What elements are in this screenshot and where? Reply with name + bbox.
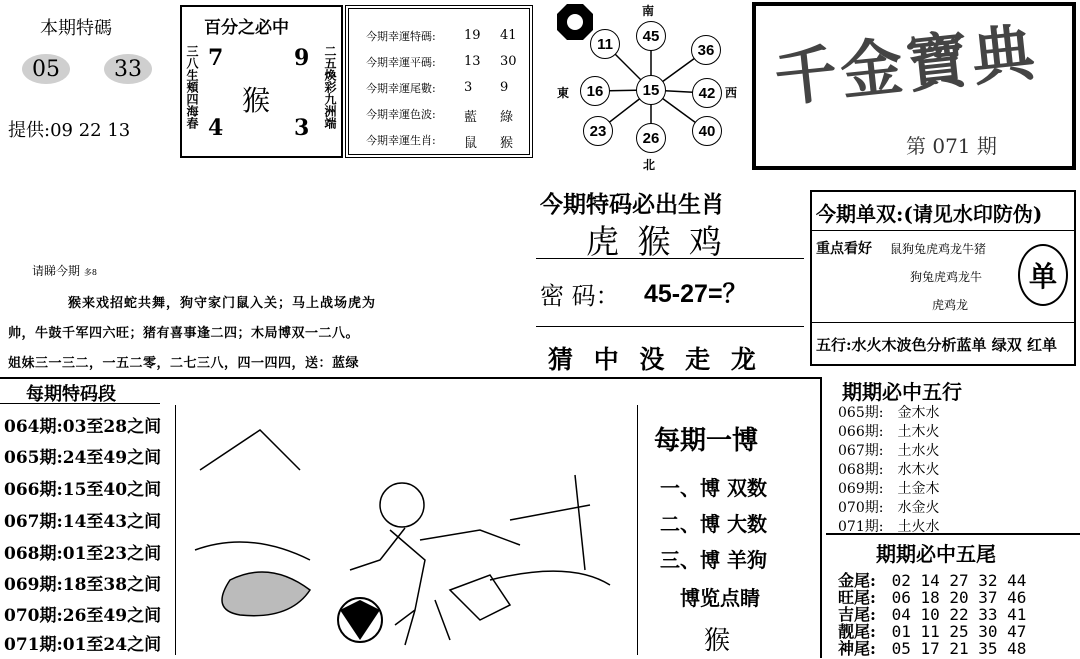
left-vertical-text: 三八生頬四海春 (185, 45, 199, 129)
special-number-1: 05 (22, 54, 70, 84)
hp-center-zodiac: 猴 (242, 84, 271, 117)
single-double-heading: 今期单双:(请见水印防伪) (816, 202, 1043, 226)
five-elements-row: 067期: 土水火 (838, 443, 940, 459)
zodiac-heading: 今期特码必出生肖 (540, 191, 724, 218)
five-elements-title: 期期必中五行 (842, 380, 962, 404)
special-number-2: 33 (104, 54, 152, 84)
five-elements-row: 065期: 金木水 (838, 405, 940, 421)
compass-node: 40 (692, 116, 722, 146)
bet-item: 二、博 大数 (660, 512, 767, 536)
segments-title: 每期特码段 (26, 384, 116, 405)
five-tails-row: 旺尾: 06 18 20 37 46 (838, 588, 1027, 607)
bet-item: 三、博 羊狗 (660, 548, 767, 572)
monk-illustration (190, 410, 630, 650)
bet-item: 一、博 双数 (660, 476, 767, 500)
five-tails-title: 期期必中五尾 (876, 542, 996, 566)
segment-row: 070期:26至49之间 (4, 606, 162, 626)
code-value: 45-27=？ (644, 280, 748, 308)
single-double-footer: 五行:水火木波色分析蓝单 绿双 红单 (816, 336, 1057, 354)
five-elements-row: 066期: 土木火 (838, 424, 940, 440)
five-elements-row: 071期: 土火水 (838, 519, 940, 535)
single-double-box (810, 190, 1076, 366)
hp-num-2: 9 (294, 45, 310, 71)
five-tails-row: 靓尾: 01 11 25 30 47 (838, 622, 1027, 641)
five-elements-row: 070期: 水金火 (838, 500, 940, 516)
issue-number: 第 071 期 (906, 134, 997, 158)
segment-row: 066期:15至40之间 (4, 480, 162, 500)
code-label: 密 码： (540, 282, 620, 310)
compass-node: 36 (691, 35, 721, 65)
five-elements-row: 069期: 土金木 (838, 481, 940, 497)
hp-num-4: 3 (294, 115, 310, 141)
compass-south: 南 (642, 4, 655, 18)
five-tails-row: 吉尾: 04 10 22 33 41 (838, 605, 1027, 624)
poem-line-3: 姐妹三一三二，一五二零，二七三八，四一四四，送：蓝绿 (8, 356, 360, 371)
compass-node: 26 (636, 123, 666, 153)
hp-num-3: 4 (208, 115, 224, 141)
compass-west: 西 (725, 86, 738, 100)
hp-num-1: 7 (208, 45, 224, 71)
title-text: 千金寶典 (771, 15, 1042, 116)
five-tails-row: 金尾: 02 14 27 32 44 (838, 571, 1027, 590)
single-seal: 单 (1018, 244, 1068, 306)
hundred-percent-box (180, 5, 343, 158)
compass-center-node: 15 (636, 75, 666, 105)
bet-title: 每期一博 (654, 426, 759, 456)
poem-heading-text: 请睇今期 (32, 264, 81, 278)
compass-node: 23 (583, 116, 613, 146)
segment-row: 068期:01至23之间 (4, 544, 162, 564)
focus-line-3: 虎鸡龙 (932, 298, 969, 312)
segment-row: 065期:24至49之间 (4, 448, 162, 468)
lucky-box: 今期幸運特碼: 19 41 今期幸運平碼: 13 30 今期幸運尾數: 3 9 今期幸運色波: 藍 綠 今期幸運生肖: 鼠 猴 (345, 5, 533, 158)
focus-line-2: 狗兔虎鸡龙牛 (910, 270, 983, 284)
five-tails-row: 神尾: 05 17 21 35 48 (838, 639, 1027, 658)
bet-tagline: 博览点睛 (680, 586, 760, 610)
focus-label: 重点看好 (816, 241, 872, 257)
special-code-label: 本期特碼 (40, 18, 112, 39)
compass-diagram (545, 0, 750, 175)
compass-node: 16 (580, 76, 610, 106)
compass-east: 東 (557, 86, 570, 100)
segment-row: 071期:01至24之间 (4, 635, 162, 655)
poem-line-2: 帅，牛鼓千军四六旺；猪有喜事逢二四；木局博双一二八。 (8, 326, 360, 341)
poem-line-1: 猴来戏招蛇共舞，狗守家门鼠入关；马上战场虎为 (68, 296, 377, 311)
bet-animal: 猴 (704, 626, 731, 656)
right-vertical-text: 二五煥彩九洲端 (323, 45, 337, 129)
compass-node: 11 (590, 29, 620, 59)
compass-node: 45 (636, 21, 666, 51)
segment-row: 067期:14至43之间 (4, 512, 162, 532)
focus-line-1: 鼠狗兔虎鸡龙牛猪 (890, 242, 987, 256)
provider-text: 提供:09 22 13 (8, 120, 131, 141)
hundred-percent-title: 百分之必中 (204, 18, 289, 38)
riddle-text: 猜 中 没 走 龙 (548, 345, 762, 374)
segment-row: 064期:03至28之间 (4, 417, 162, 437)
compass-node: 42 (692, 78, 722, 108)
segment-row: 069期:18至38之间 (4, 575, 162, 595)
title-box (752, 2, 1076, 170)
poem-heading-small: 多8 (83, 268, 97, 277)
poem-heading (32, 262, 97, 279)
five-elements-row: 068期: 水木火 (838, 462, 940, 478)
compass-north: 北 (643, 158, 656, 172)
zodiac-animals: 虎 猴 鸡 (586, 222, 726, 261)
